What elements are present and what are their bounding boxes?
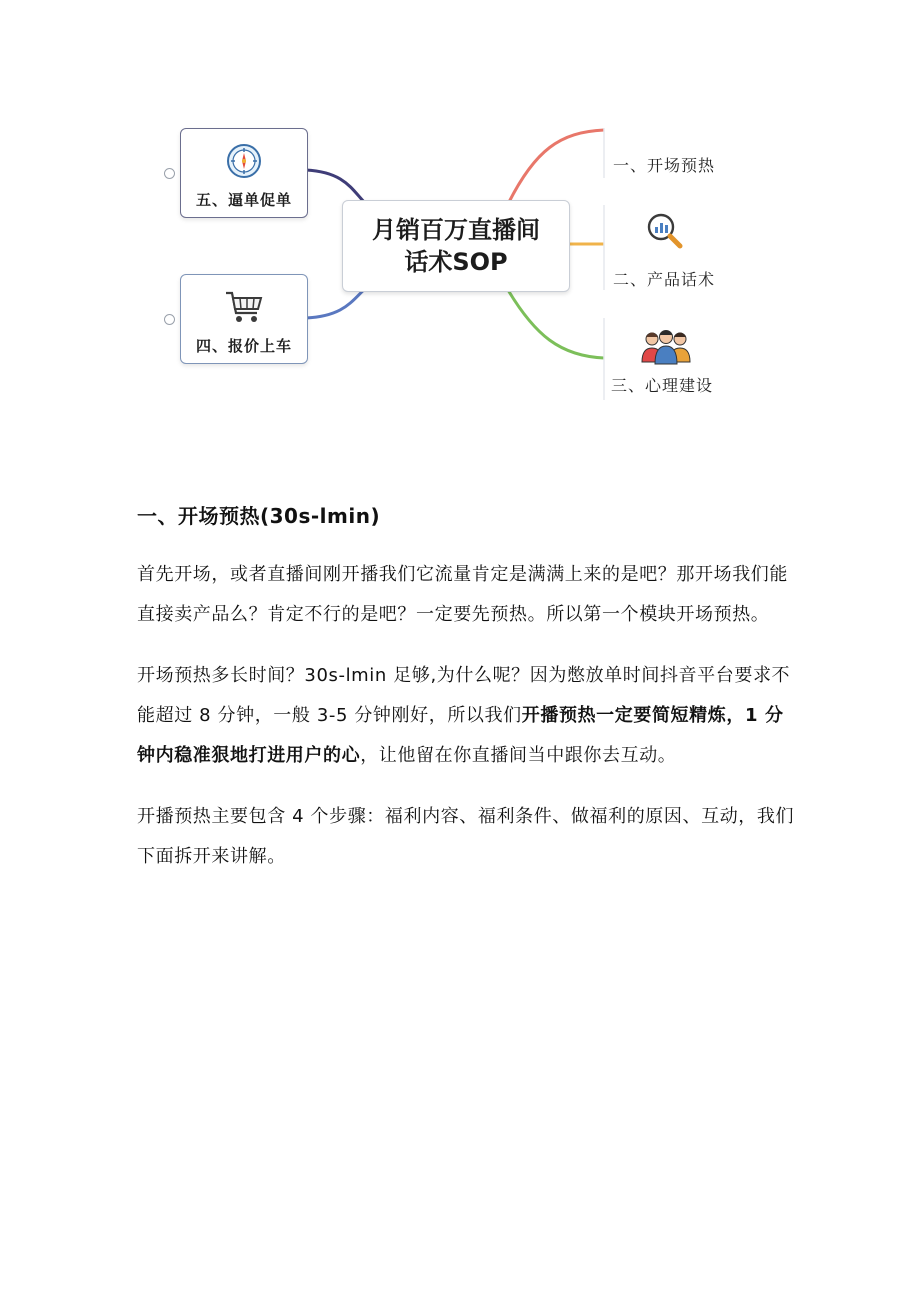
mindmap (0, 0, 920, 440)
paragraph-2-bold: 开播预热一定要简短精炼，1 分钟内稳准狠地打进用户的心 (137, 705, 784, 766)
mindmap-center-node[interactable] (342, 200, 570, 292)
connector-branch-5 (306, 170, 366, 204)
paragraph-2-text-b: ，让他留在你直播间当中跟你去互动。 (360, 745, 677, 766)
branch-1-label[interactable]: 一、开场预热 (613, 156, 716, 175)
shopping-cart-icon (224, 287, 264, 327)
center-title-line2: 话术SOP (404, 248, 508, 276)
center-title-line1: 月销百万直播间 (372, 215, 540, 244)
node-5-label: 五、逼单促单 (195, 191, 292, 209)
people-group-icon (640, 324, 682, 366)
branch-3-label[interactable]: 三、心理建设 (611, 376, 714, 395)
compass-icon (224, 141, 264, 181)
magnifier-chart-icon (644, 210, 686, 252)
connector-branch-3 (508, 290, 604, 358)
branch-2-label[interactable]: 二、产品话术 (613, 270, 716, 289)
mindmap-node-4[interactable] (180, 274, 308, 364)
connector-branch-1 (508, 130, 604, 204)
article-body (137, 500, 797, 898)
section-heading: 一、开场预热(30s-lmin) (137, 504, 381, 528)
paragraph-1: 首先开场，或者直播间刚开播我们它流量肯定是满满上来的是吧？那开场我们能直接卖产品么？肯定不行的是吧？一定要先预热。所以第一个模块开场预热。 (137, 564, 788, 625)
mindmap-node-5[interactable] (180, 128, 308, 218)
collapse-toggle-4[interactable] (164, 314, 175, 325)
connector-branch-4 (306, 288, 366, 318)
collapse-toggle-5[interactable] (164, 168, 175, 179)
paragraph-2-text-a: 开场预热多长时间？30s-lmin 足够,为什么呢？因为憋放单时间抖音平台要求不能超过 8 分钟，一般 3-5 分钟刚好，所以我们 (137, 665, 791, 726)
paragraph-2 (137, 656, 797, 776)
node-4-label: 四、报价上车 (195, 337, 292, 355)
paragraph-3: 开播预热主要包含 4 个步骤：福利内容、福利条件、做福利的原因、互动，我们下面拆开来讲解。 (137, 806, 795, 867)
